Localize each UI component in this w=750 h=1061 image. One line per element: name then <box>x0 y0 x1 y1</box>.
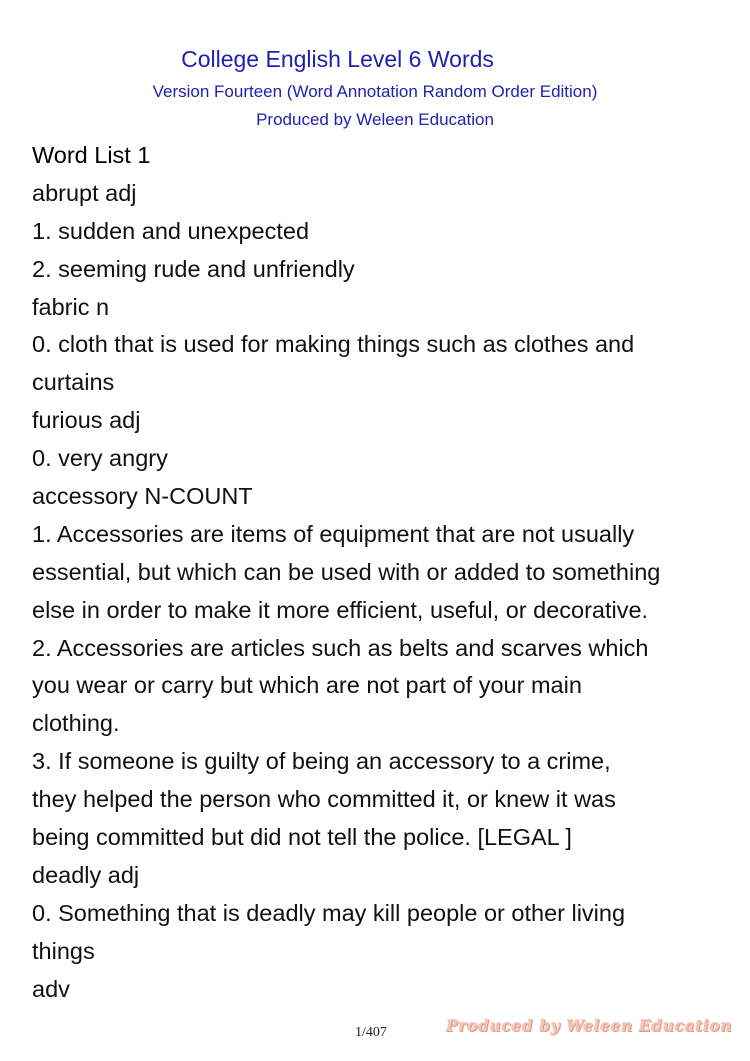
word-entry-line: accessory N-COUNT <box>32 483 253 510</box>
word-entry-line: furious adj <box>32 407 141 434</box>
definition-line: they helped the person who committed it, or knew it was <box>32 786 616 813</box>
page-number: 1/407 <box>355 1025 387 1040</box>
definition-line: 2. Accessories are articles such as belts and scarves which <box>32 634 649 661</box>
word-entry-line: deadly adj <box>32 861 140 888</box>
word-entry-line: abrupt adj <box>32 179 137 206</box>
definition-line: 0. Something that is deadly may kill people or other living <box>32 899 626 926</box>
definition-line: 1. sudden and unexpected <box>32 217 310 244</box>
definition-line: being committed but did not tell the police. [LEGAL ] <box>32 824 572 851</box>
definition-line: curtains <box>32 369 115 396</box>
word-list <box>32 137 722 1008</box>
producer-line: Produced by Weleen Education <box>256 110 494 129</box>
definition-line: essential, but which can be used with or added to something <box>32 558 661 585</box>
word-list-title: Word List 1 <box>32 142 151 168</box>
definition-line: you wear or carry but which are not part of your main <box>32 672 582 699</box>
definition-line: 0. very angry <box>32 445 168 472</box>
definition-line: 2. seeming rude and unfriendly <box>32 255 355 282</box>
definition-line: 0. cloth that is used for making things such as clothes and <box>32 331 635 358</box>
watermark-logo: Produced by Weleen Education <box>446 1016 733 1035</box>
definition-line: else in order to make it more efficient, useful, or decorative. <box>32 596 649 623</box>
word-entry-line: adv <box>32 975 70 1002</box>
definition-line: 1. Accessories are items of equipment that are not usually <box>32 520 635 547</box>
word-entry-line: fabric n <box>32 293 110 320</box>
definition-line: clothing. <box>32 710 120 737</box>
definition-line: things <box>32 937 95 964</box>
document-title: College English Level 6 Words <box>181 46 494 72</box>
document-subtitle: Version Fourteen (Word Annotation Random Order Edition) <box>152 82 598 101</box>
definition-line: 3. If someone is guilty of being an accessory to a crime, <box>32 748 611 775</box>
